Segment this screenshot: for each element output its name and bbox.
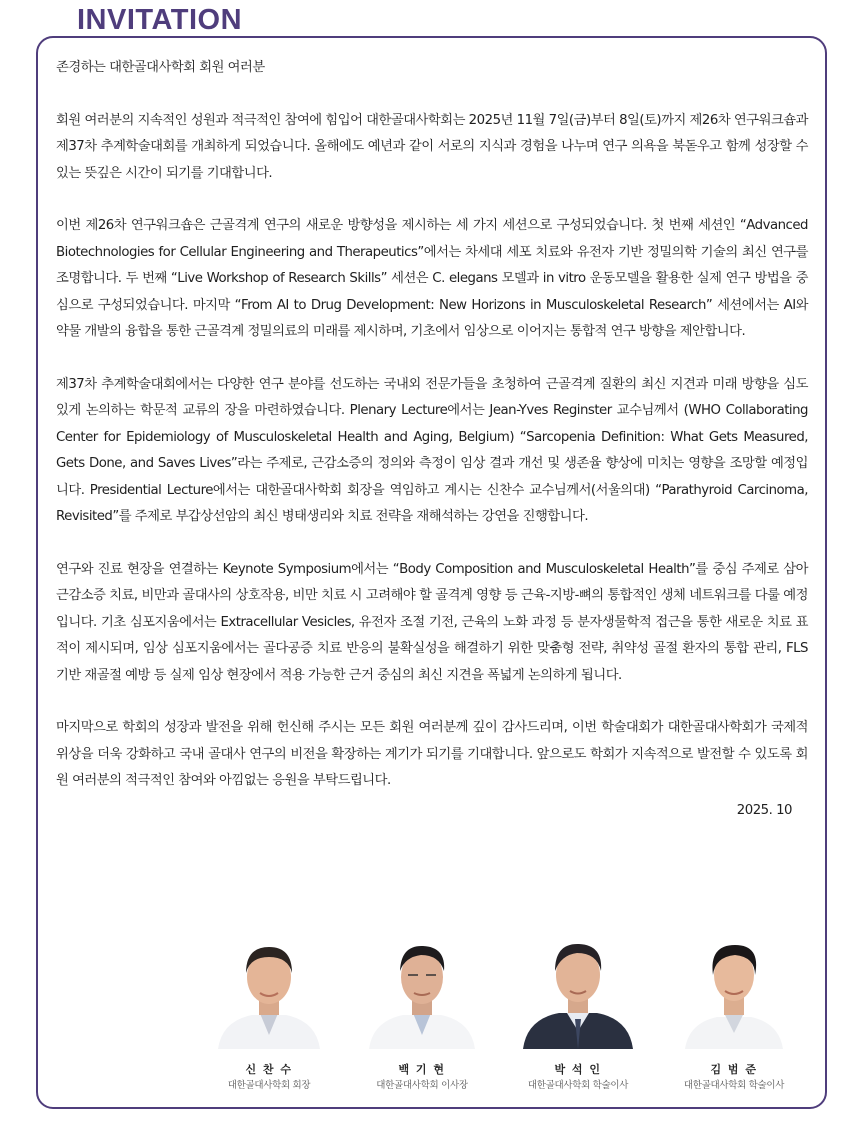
- person-card: [194, 935, 344, 1093]
- person-role: 대한골대사학회 학술이사: [683, 1080, 785, 1091]
- person-name: 박 석 인: [554, 1063, 602, 1076]
- person-name: 신 찬 수: [245, 1063, 293, 1076]
- paragraph-conference: 제37차 추계학술대회에서는 다양한 연구 분야를 선도하는 국내외 전문가들을 초청하여 근골격계 질환의 최신 지견과 미래 방향을 심도 있게 논의하는 학문적 교류의 장을 마련하였습니다. Plenary Lecture에서는 Jean-Yves Reginster 교수님께서 (WHO Collaborating Center for Epidemiology of Musculoskeletal Health and Aging, Belgium) “Sarcopenia Definition: What Gets Measured, Gets Done, and Saves Lives”라는 주제로, 근감소증의 정의와 측정이 임상 결과 개선 및 생존율 향상에 미치는 영향을 조망할 예정입니다. Presidential Lecture에서는 대한골대사학회 회장을 역임하고 계시는 신찬수 교수님께서(서울의대) “Parathyroid Carcinoma, Revisited”를 주제로 부갑상선암의 최신 병태생리와 치료 전략을 재해석하는 강연을 진행합니다.: [56, 376, 808, 524]
- greeting: 존경하는 대한골대사학회 회원 여러분: [56, 60, 265, 75]
- person-card: [347, 935, 497, 1093]
- portrait-photo: [210, 935, 328, 1049]
- person-role: 대한골대사학회 이사장: [376, 1080, 468, 1091]
- signatories: [0, 935, 864, 1105]
- invitation-heading: INVITATION: [77, 4, 243, 36]
- person-card: [503, 935, 653, 1093]
- portrait-photo: [675, 935, 793, 1049]
- person-role: 대한골대사학회 학술이사: [527, 1080, 629, 1091]
- paragraph-intro: 회원 여러분의 지속적인 성원과 적극적인 참여에 힘입어 대한골대사학회는 2025년 11월 7일(금)부터 8일(토)까지 제26차 연구워크숍과 제37차 추계학술대회를 개최하게 되었습니다. 올해에도 예년과 같이 서로의 지식과 경험을 나누며 연구 의욕을 북돋우고 함께 성장할 수 있는 뜻깊은 시간이 되기를 기대합니다.: [56, 112, 808, 181]
- person-name: 백 기 현: [398, 1063, 446, 1076]
- paragraph-workshop: 이번 제26차 연구워크숍은 근골격계 연구의 새로운 방향성을 제시하는 세 가지 세션으로 구성되었습니다. 첫 번째 세션인 “Advanced Biotechnologies for Cellular Engineering and Therapeutics”에서는 차세대 세포 치료와 유전자 기반 정밀의학 기술의 최신 연구를 조명합니다. 두 번째 “Live Workshop of Research Skills” 세션은 C. elegans 모델과 in vitro 운동모델을 활용한 실제 연구 방법을 중심으로 구성되었습니다. 마지막 “From AI to Drug Development: New Horizons in Musculoskeletal Research” 세션에서는 AI와 약물 개발의 융합을 통한 근골격계 정밀의료의 미래를 제시하며, 기초에서 임상으로 이어지는 통합적 연구 방향을 제안합니다.: [56, 218, 808, 339]
- paragraph-symposium: 연구와 진료 현장을 연결하는 Keynote Symposium에서는 “Body Composition and Musculoskeletal Health”를 중심 주제로 삼아 근감소증 치료, 비만과 골대사의 상호작용, 비만 치료 시 고려해야 할 골격계 영향 등 근육-지방-뼈의 통합적인 생체 네트워크를 다룰 예정입니다. 기초 심포지움에서는 Extracellular Vesicles, 유전자 조절 기전, 근육의 노화 과정 등 분자생물학적 접근을 통한 새로운 치료 표적이 제시되며, 임상 심포지움에서는 골다공증 치료 반응의 불확실성을 해결하기 위한 맞춤형 전략, 취약성 골절 환자의 통합 관리, FLS 기반 재골절 예방 등 실제 임상 현장에서 적용 가능한 근거 중심의 최신 지견을 폭넓게 논의하게 됩니다.: [56, 561, 808, 683]
- person-card: [659, 935, 809, 1093]
- portrait-photo: [363, 935, 481, 1049]
- paragraph-closing: 마지막으로 학회의 성장과 발전을 위해 헌신해 주시는 모든 회원 여러분께 깊이 감사드리며, 이번 학술대회가 대한골대사학회가 국제적 위상을 더욱 강화하고 국내 골대사 연구의 비전을 확장하는 계기가 되기를 기대합니다. 앞으로도 학회가 지속적으로 발전할 수 있도록 회원 여러분의 적극적인 참여와 아낌없는 응원을 부탁드립니다.: [56, 720, 808, 788]
- letter-date: 2025. 10: [736, 802, 792, 818]
- letter-body: [56, 55, 808, 824]
- portrait-photo: [519, 935, 637, 1049]
- person-name: 김 범 준: [710, 1063, 758, 1076]
- person-role: 대한골대사학회 회장: [227, 1080, 311, 1091]
